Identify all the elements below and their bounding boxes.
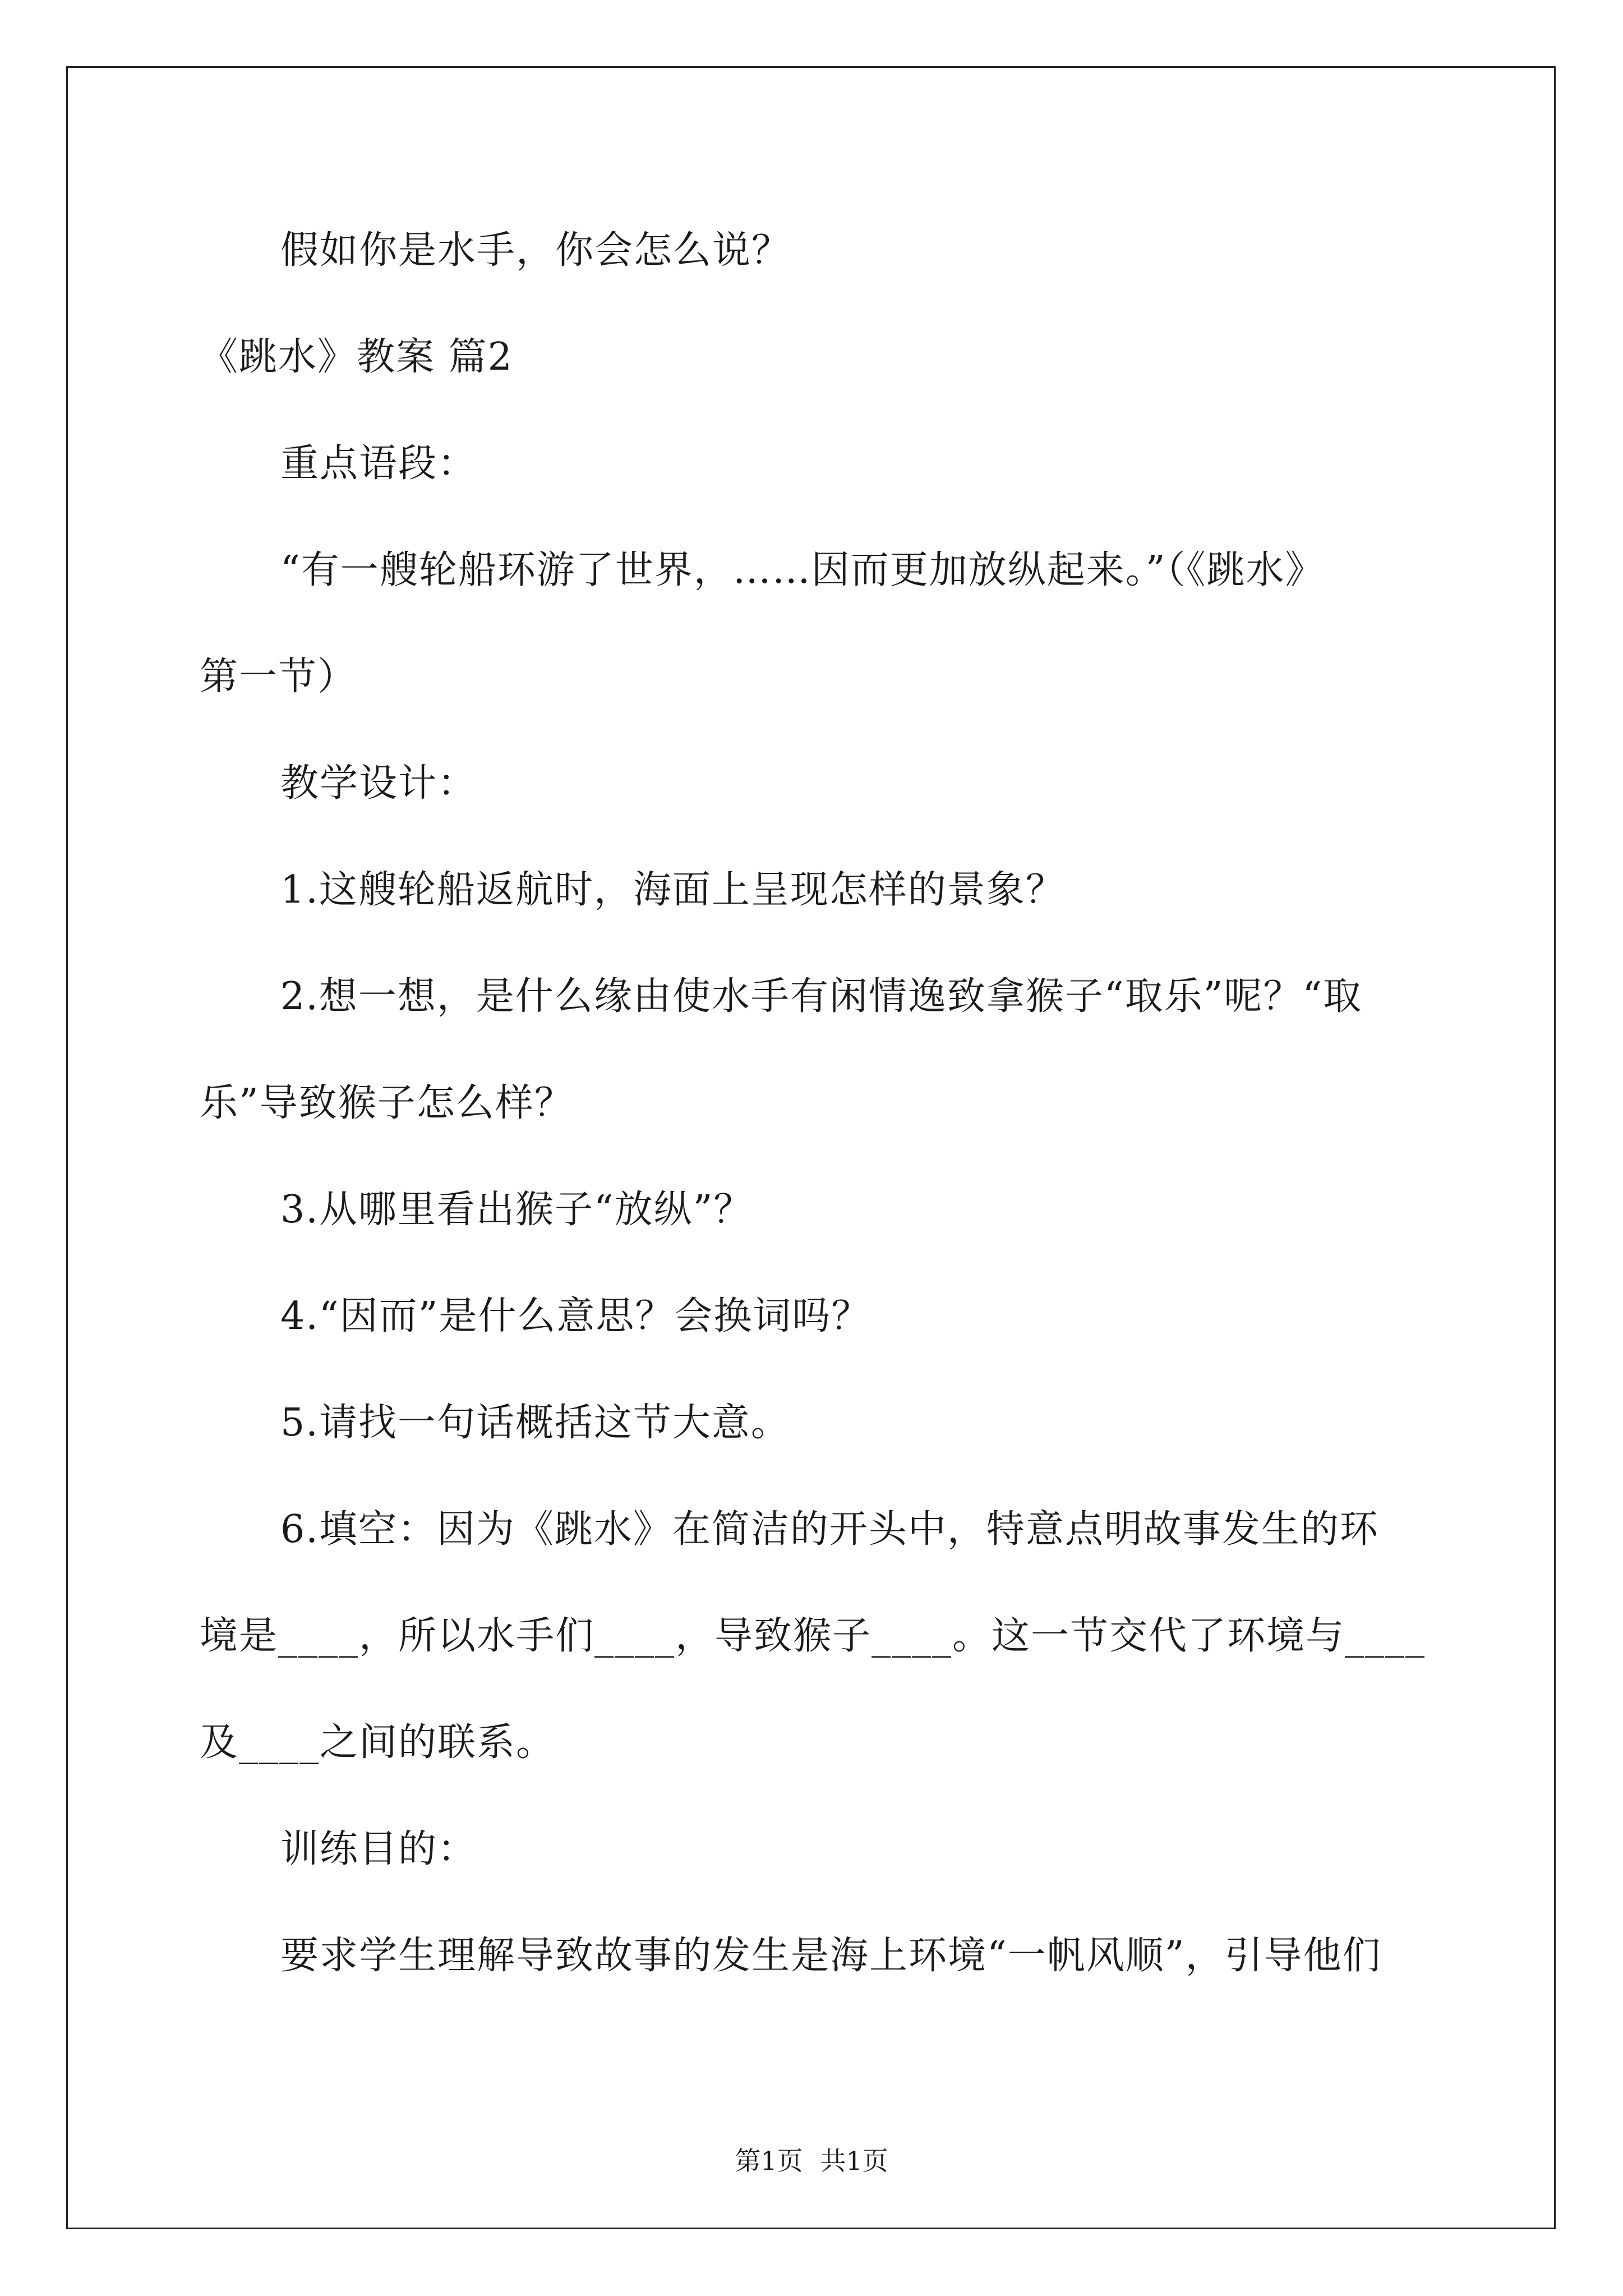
list-item: 6.填空：因为《跳水》在简洁的开头中，特意点明故事发生的环 bbox=[280, 1507, 1379, 1552]
paragraph-line: “有一艘轮船环游了世界，……因而更加放纵起来。”（《跳水》 bbox=[280, 548, 1325, 592]
paragraph-line: 教学设计： bbox=[280, 761, 477, 806]
paragraph-line: 训练目的： bbox=[280, 1827, 477, 1871]
list-item: 4.“因而”是什么意思？会换词吗？ bbox=[280, 1294, 871, 1338]
section-heading: 《跳水》教案 篇2 bbox=[200, 335, 513, 379]
paragraph-line: 第一节） bbox=[200, 655, 357, 699]
list-item-continuation: 乐”导致猴子怎么样？ bbox=[200, 1081, 574, 1125]
list-item: 5.请找一句话概括这节大意。 bbox=[280, 1401, 790, 1445]
page-border bbox=[66, 66, 1556, 2229]
paragraph-line: 假如你是水手，你会怎么说？ bbox=[280, 228, 791, 273]
page-total: 共1页 bbox=[820, 2146, 888, 2176]
list-item: 1.这艘轮船返航时，海面上呈现怎样的景象？ bbox=[280, 868, 1065, 912]
paragraph-line: 重点语段： bbox=[280, 441, 477, 486]
list-item: 2.想一想，是什么缘由使水手有闲情逸致拿猴子“取乐”呢？“取 bbox=[280, 974, 1363, 1019]
list-item-continuation: 及____之间的联系。 bbox=[200, 1720, 556, 1765]
list-item-continuation: 境是____，所以水手们____，导致猴子____。这一节交代了环境与____ bbox=[200, 1614, 1426, 1658]
list-item: 3.从哪里看出猴子“放纵”？ bbox=[280, 1188, 753, 1232]
paragraph-line: 要求学生理解导致故事的发生是海上环境“一帆风顺”，引导他们 bbox=[280, 1934, 1382, 1978]
page-number: 第1页 bbox=[735, 2146, 803, 2176]
page-footer bbox=[0, 2144, 1623, 2178]
